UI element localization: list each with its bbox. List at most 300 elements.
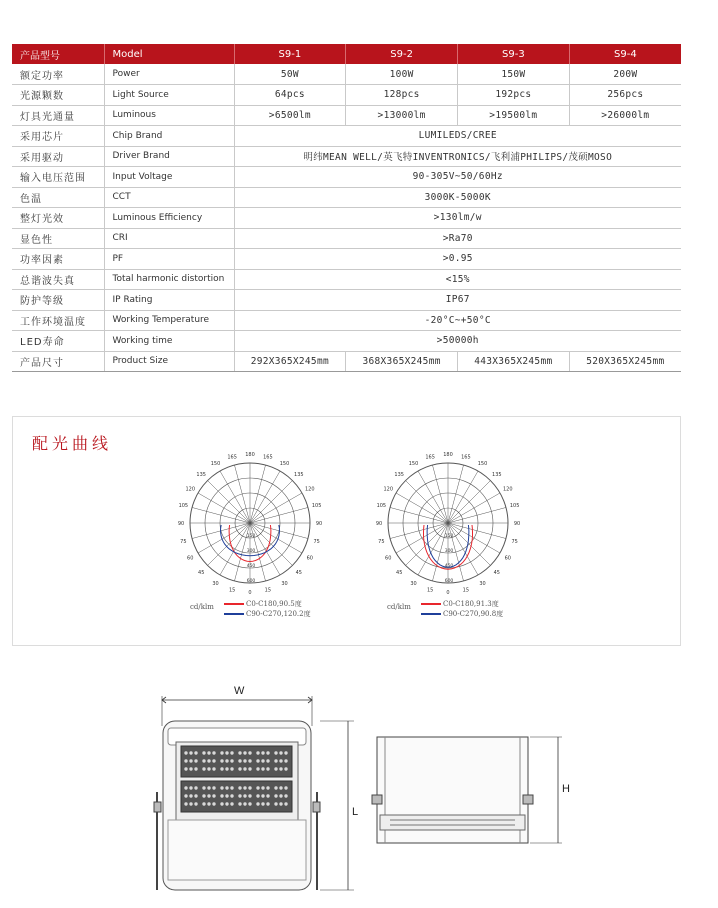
led-dot [220, 786, 223, 789]
angle-tick-label: 30 [479, 580, 486, 587]
value-cell: 292X365X245mm [234, 351, 346, 372]
merged-value-cell: >50000h [234, 331, 681, 352]
polar-plot [175, 451, 325, 606]
table-row [12, 249, 681, 270]
led-dot [284, 759, 287, 762]
led-dot [212, 759, 215, 762]
angle-tick-label: 165 [461, 454, 471, 461]
led-dot [225, 767, 228, 770]
table-row [12, 85, 681, 106]
row-label-cn: 防护等级 [12, 290, 104, 311]
led-dot [248, 759, 251, 762]
polar-spoke [448, 481, 490, 523]
row-label-cn: 功率因素 [12, 249, 104, 270]
angle-tick-label: 135 [394, 472, 404, 479]
angle-tick-label: 45 [198, 569, 205, 576]
angle-tick-label: 0 [446, 590, 450, 596]
led-dot [207, 759, 210, 762]
led-dot [279, 767, 282, 770]
polar-spoke [406, 481, 448, 523]
led-dot [284, 802, 287, 805]
polar-spoke [390, 507, 448, 523]
led-dot [230, 786, 233, 789]
value-cell: 64pcs [234, 85, 346, 106]
row-label-en: CRI [104, 228, 234, 249]
led-dot [230, 767, 233, 770]
led-dot [279, 751, 282, 754]
merged-value-cell: >0.95 [234, 249, 681, 270]
angle-tick-label: 60 [385, 555, 392, 562]
table-row [12, 269, 681, 290]
row-label-cn: 产品尺寸 [12, 351, 104, 372]
angle-tick-label: 15 [462, 587, 470, 594]
led-dot [220, 759, 223, 762]
led-dot [266, 802, 269, 805]
polar-spoke [250, 481, 292, 523]
led-dot [194, 802, 197, 805]
table-row [12, 187, 681, 208]
legend-item [224, 599, 302, 609]
value-cell: 200W [569, 64, 681, 85]
led-dot [189, 794, 192, 797]
led-dot [225, 751, 228, 754]
led-dot [230, 802, 233, 805]
polar-spoke [234, 465, 250, 523]
angle-tick-label: 45 [295, 569, 302, 576]
led-dot [220, 802, 223, 805]
led-dot [248, 802, 251, 805]
led-dot [238, 786, 241, 789]
row-label-en: CCT [104, 187, 234, 208]
led-dot [184, 767, 187, 770]
led-dot [274, 794, 277, 797]
led-dot [256, 794, 259, 797]
led-dot [202, 751, 205, 754]
merged-value-cell: 90-305V~50/60Hz [234, 167, 681, 188]
angle-tick-label: 105 [178, 503, 189, 510]
led-dot [189, 759, 192, 762]
value-cell: >19500lm [458, 105, 570, 126]
value-cell: 368X365X245mm [346, 351, 458, 372]
led-dot [194, 759, 197, 762]
row-label-cn: 整灯光效 [12, 208, 104, 229]
led-dot [189, 751, 192, 754]
led-dot [207, 794, 210, 797]
table-row [12, 105, 681, 126]
row-label-en: Power [104, 64, 234, 85]
polar-spoke [220, 523, 250, 575]
radial-tick-label: 150 [246, 534, 256, 539]
table-row [12, 146, 681, 167]
led-dot [184, 759, 187, 762]
led-dot [225, 794, 228, 797]
header-cell: S9-4 [569, 44, 681, 64]
row-label-en: Working Temperature [104, 310, 234, 331]
angle-tick-label: 15 [228, 587, 236, 594]
angle-tick-label: 30 [281, 580, 288, 587]
led-dot [212, 767, 215, 770]
merged-value-cell: IP67 [234, 290, 681, 311]
angle-tick-label: 135 [492, 472, 502, 479]
led-dot [279, 786, 282, 789]
led-dot [202, 767, 205, 770]
led-dot [243, 786, 246, 789]
angle-tick-label: 15 [264, 587, 272, 594]
radial-tick-label: 600 [444, 579, 454, 584]
led-dot [243, 751, 246, 754]
legend-label: C0-C180,91.3度 [443, 600, 499, 608]
led-dot [243, 759, 246, 762]
led-dot [284, 751, 287, 754]
row-label-cn: 额定功率 [12, 64, 104, 85]
led-dot [248, 767, 251, 770]
value-cell: >26000lm [569, 105, 681, 126]
led-dot [189, 786, 192, 789]
led-dot [274, 802, 277, 805]
led-dot [202, 759, 205, 762]
angle-tick-label: 90 [315, 521, 323, 527]
angle-tick-label: 90 [177, 521, 185, 527]
polar-spoke [250, 507, 308, 523]
led-dot [248, 794, 251, 797]
polar-spoke [448, 465, 464, 523]
merged-value-cell: -20°C~+50°C [234, 310, 681, 331]
polar-plot [373, 451, 523, 606]
spec-table-body [12, 64, 681, 372]
row-label-cn: 采用芯片 [12, 126, 104, 147]
led-dot [230, 751, 233, 754]
value-cell: 520X365X245mm [569, 351, 681, 372]
angle-tick-label: 75 [313, 538, 320, 545]
led-dot [184, 786, 187, 789]
polar-spoke [448, 523, 500, 553]
led-dot [207, 802, 210, 805]
polar-spoke [418, 471, 448, 523]
angle-tick-label: 180 [443, 452, 453, 458]
led-dot [261, 794, 264, 797]
led-dot [261, 751, 264, 754]
led-dot [238, 802, 241, 805]
angle-tick-label: 45 [493, 569, 500, 576]
legend-label: C0-C180,90.5度 [246, 600, 302, 608]
led-dot [238, 759, 241, 762]
table-row [12, 228, 681, 249]
row-label-cn: 工作环境温度 [12, 310, 104, 331]
angle-tick-label: 90 [513, 521, 521, 527]
polar-chart-1 [175, 451, 325, 606]
row-label-en: Luminous Efficiency [104, 208, 234, 229]
polar-chart-2 [373, 451, 523, 606]
polar-spoke [192, 507, 250, 523]
radial-tick-label: 150 [444, 534, 454, 539]
row-label-cn: 光源颗数 [12, 85, 104, 106]
angle-tick-label: 150 [408, 461, 419, 468]
angle-tick-label: 75 [378, 538, 385, 545]
value-cell: 128pcs [346, 85, 458, 106]
row-label-cn: 采用驱动 [12, 146, 104, 167]
led-dot [279, 759, 282, 762]
led-dot [194, 751, 197, 754]
angle-tick-label: 30 [410, 580, 417, 587]
led-dot [248, 786, 251, 789]
polar-spoke [432, 465, 448, 523]
led-dot [261, 802, 264, 805]
polar-spoke [448, 493, 500, 523]
led-dot [256, 759, 259, 762]
row-label-cn: 总谐波失真 [12, 269, 104, 290]
led-dot [184, 802, 187, 805]
polar-spoke [250, 465, 266, 523]
polar-spoke [448, 523, 506, 539]
led-dot [202, 786, 205, 789]
row-label-en: Input Voltage [104, 167, 234, 188]
light-distribution-panel [12, 416, 681, 646]
angle-tick-label: 120 [502, 486, 513, 493]
legend-item [224, 609, 311, 619]
led-dot [207, 786, 210, 789]
led-dot [274, 759, 277, 762]
row-label-cn: LED寿命 [12, 331, 104, 352]
table-row [12, 64, 681, 85]
row-label-en: Total harmonic distortion [104, 269, 234, 290]
radial-tick-label: 600 [246, 579, 256, 584]
led-dot [230, 794, 233, 797]
dimension-drawings [0, 680, 718, 904]
angle-tick-label: 180 [245, 452, 255, 458]
angle-tick-label: 30 [212, 580, 219, 587]
merged-value-cell: 3000K-5000K [234, 187, 681, 208]
polar-spoke [390, 523, 448, 539]
led-dot [194, 767, 197, 770]
legend-label: C90-C270,120.2度 [246, 610, 311, 618]
polar-spoke [250, 493, 302, 523]
led-dot [266, 751, 269, 754]
angle-tick-label: 75 [180, 538, 187, 545]
value-cell: 150W [458, 64, 570, 85]
angle-tick-label: 120 [185, 486, 196, 493]
row-label-en: Luminous [104, 105, 234, 126]
height-label: H [562, 783, 570, 795]
polar-spoke [198, 523, 250, 553]
angle-tick-label: 165 [227, 454, 237, 461]
led-dot [266, 786, 269, 789]
angle-tick-label: 150 [210, 461, 221, 468]
radial-tick-label: 300 [246, 549, 256, 554]
header-cell: S9-1 [234, 44, 346, 64]
led-dot [284, 786, 287, 789]
angle-tick-label: 60 [504, 555, 511, 562]
value-cell: 443X365X245mm [458, 351, 570, 372]
row-label-cn: 输入电压范围 [12, 167, 104, 188]
led-dot [230, 759, 233, 762]
header-cell: Model [104, 44, 234, 64]
led-dot [220, 751, 223, 754]
angle-tick-label: 150 [477, 461, 488, 468]
led-dot [243, 802, 246, 805]
front-view [154, 696, 354, 890]
merged-value-cell: LUMILEDS/CREE [234, 126, 681, 147]
polar-spoke [250, 471, 280, 523]
led-dot [279, 802, 282, 805]
led-dot [266, 767, 269, 770]
table-row [12, 208, 681, 229]
unit-label: cd/klm [387, 603, 411, 611]
polar-spoke [396, 493, 448, 523]
angle-tick-label: 45 [396, 569, 403, 576]
led-dot [184, 794, 187, 797]
row-label-en: PF [104, 249, 234, 270]
table-row [12, 290, 681, 311]
led-dot [284, 767, 287, 770]
row-label-cn: 色温 [12, 187, 104, 208]
led-dot [274, 786, 277, 789]
led-dot [261, 767, 264, 770]
row-label-cn: 灯具光通量 [12, 105, 104, 126]
led-dot [189, 802, 192, 805]
led-dot [212, 794, 215, 797]
polar-spoke [448, 471, 478, 523]
angle-tick-label: 135 [294, 472, 304, 479]
angle-tick-label: 105 [311, 503, 322, 510]
angle-tick-label: 165 [425, 454, 435, 461]
angle-tick-label: 75 [511, 538, 518, 545]
led-dot [189, 767, 192, 770]
length-label: L [352, 806, 359, 818]
led-dot [266, 759, 269, 762]
table-row [12, 126, 681, 147]
polar-spoke [208, 481, 250, 523]
polar-spoke [198, 493, 250, 523]
polar-spoke [396, 523, 448, 553]
red-line-swatch [421, 603, 441, 605]
led-dot [238, 767, 241, 770]
led-dot [225, 759, 228, 762]
angle-tick-label: 0 [248, 590, 252, 596]
row-label-en: IP Rating [104, 290, 234, 311]
led-dot [274, 751, 277, 754]
table-row [12, 167, 681, 188]
led-dot [220, 767, 223, 770]
polar-spoke [448, 507, 506, 523]
table-row [12, 331, 681, 352]
legend-item [421, 599, 499, 609]
angle-tick-label: 120 [383, 486, 394, 493]
angle-tick-label: 60 [187, 555, 194, 562]
blue-line-swatch [224, 613, 244, 615]
led-dot [243, 794, 246, 797]
row-label-en: Chip Brand [104, 126, 234, 147]
radial-tick-label: 300 [444, 549, 454, 554]
table-row [12, 351, 681, 372]
led-dot [266, 794, 269, 797]
led-dot [194, 786, 197, 789]
row-label-cn: 显色性 [12, 228, 104, 249]
led-dot [248, 751, 251, 754]
angle-tick-label: 60 [306, 555, 313, 562]
legend-label: C90-C270,90.8度 [443, 610, 504, 618]
blue-line-swatch [421, 613, 441, 615]
merged-value-cell: 明纬MEAN WELL/英飞特INVENTRONICS/飞利浦PHILIPS/茂硕MOSO [234, 146, 681, 167]
led-dot [261, 759, 264, 762]
led-dot [256, 751, 259, 754]
merged-value-cell: <15% [234, 269, 681, 290]
led-dot [207, 751, 210, 754]
angle-tick-label: 105 [509, 503, 520, 510]
angle-tick-label: 135 [196, 472, 206, 479]
led-dot [284, 794, 287, 797]
row-label-en: Light Source [104, 85, 234, 106]
led-dot [256, 786, 259, 789]
angle-tick-label: 90 [375, 521, 383, 527]
led-dot [207, 767, 210, 770]
angle-tick-label: 150 [279, 461, 290, 468]
table-row [12, 310, 681, 331]
value-cell: 256pcs [569, 85, 681, 106]
led-dot [274, 767, 277, 770]
led-dot [256, 802, 259, 805]
led-dot [184, 751, 187, 754]
value-cell: 50W [234, 64, 346, 85]
led-dot [243, 767, 246, 770]
table-header-row [12, 44, 681, 64]
side-view [372, 737, 562, 843]
unit-label: cd/klm [190, 603, 214, 611]
led-dot [194, 794, 197, 797]
section-title: 配光曲线 [32, 434, 113, 453]
led-dot [225, 786, 228, 789]
led-dot [225, 802, 228, 805]
led-dot [212, 802, 215, 805]
spec-table [12, 44, 681, 372]
value-cell: 100W [346, 64, 458, 85]
led-dot [212, 751, 215, 754]
red-line-swatch [224, 603, 244, 605]
led-dot [202, 802, 205, 805]
radial-tick-label: 450 [444, 564, 454, 569]
legend-item [421, 609, 503, 619]
row-label-en: Working time [104, 331, 234, 352]
row-label-en: Driver Brand [104, 146, 234, 167]
polar-spoke [220, 471, 250, 523]
angle-tick-label: 120 [304, 486, 315, 493]
width-label: W [234, 685, 245, 697]
led-dot [238, 751, 241, 754]
merged-value-cell: >130lm/w [234, 208, 681, 229]
radial-tick-label: 450 [246, 564, 256, 569]
led-dot [261, 786, 264, 789]
angle-tick-label: 15 [426, 587, 434, 594]
led-dot [202, 794, 205, 797]
led-dot [212, 786, 215, 789]
header-cell: S9-2 [346, 44, 458, 64]
polar-spoke [250, 523, 302, 553]
led-dot [256, 767, 259, 770]
header-cell: S9-3 [458, 44, 570, 64]
led-dot [279, 794, 282, 797]
product-drawing [0, 680, 718, 900]
led-dot [238, 794, 241, 797]
merged-value-cell: >Ra70 [234, 228, 681, 249]
value-cell: >6500lm [234, 105, 346, 126]
angle-tick-label: 165 [263, 454, 273, 461]
row-label-en: Product Size [104, 351, 234, 372]
value-cell: 192pcs [458, 85, 570, 106]
polar-spoke [418, 523, 448, 575]
angle-tick-label: 105 [376, 503, 387, 510]
value-cell: >13000lm [346, 105, 458, 126]
led-dot [220, 794, 223, 797]
header-cell: 产品型号 [12, 44, 104, 64]
